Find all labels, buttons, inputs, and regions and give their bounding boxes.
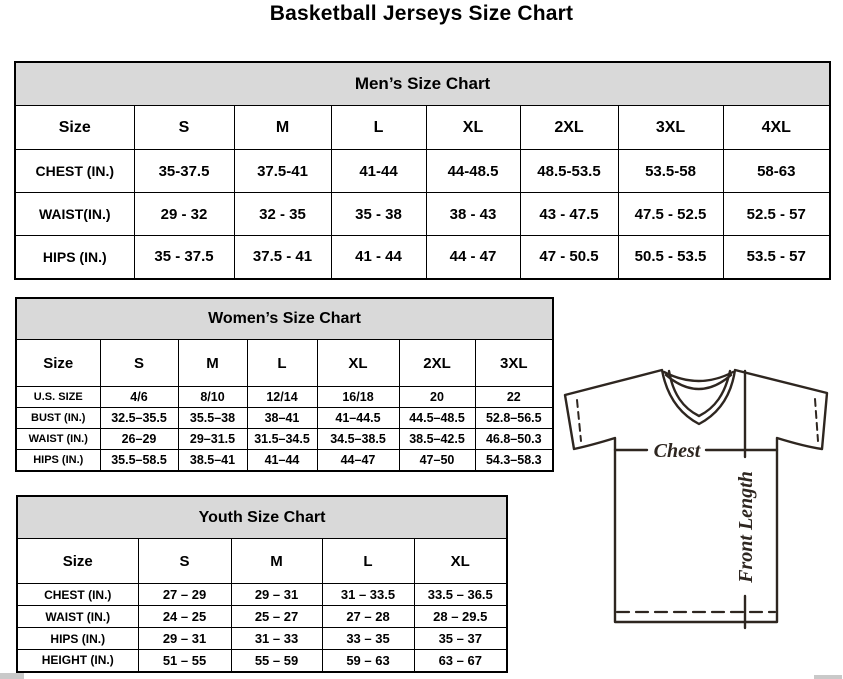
cell: 8/10 [178,387,247,408]
row-label: CHEST (IN.) [17,584,138,606]
cell: 53.5-58 [618,150,723,193]
col-header: S [134,106,234,150]
horizontal-scrollbar-fragment-right[interactable] [814,675,842,679]
cell: 29 - 32 [134,193,234,236]
page-title: Basketball Jerseys Size Chart [269,2,574,25]
mens-size-table [14,61,831,280]
row-label: WAIST (IN.) [17,606,138,628]
row-label: HEIGHT (IN.) [17,650,138,672]
cell: 24 – 25 [138,606,231,628]
table-row [17,496,507,539]
row-label: U.S. SIZE [16,387,100,408]
col-header: XL [317,340,399,387]
cell: 44–47 [317,450,399,471]
cell: 47–50 [399,450,475,471]
row-label: HIPS (IN.) [16,450,100,471]
cell: 51 – 55 [138,650,231,672]
cell: 41–44 [247,450,317,471]
row-label: HIPS (IN.) [17,628,138,650]
table-row [15,62,830,106]
cell: 47.5 - 52.5 [618,193,723,236]
table-row [17,650,507,672]
cell: 59 – 63 [322,650,414,672]
cell: 29 – 31 [138,628,231,650]
col-header: M [231,539,322,584]
cell: 22 [475,387,553,408]
mens-table-title: Men’s Size Chart [15,62,830,106]
col-header: M [234,106,331,150]
front-length-label: Front Length [735,471,757,583]
table-row [16,387,553,408]
cell: 29–31.5 [178,429,247,450]
cell: 31.5–34.5 [247,429,317,450]
cell: 16/18 [317,387,399,408]
col-header: S [100,340,178,387]
cell: 58-63 [723,150,830,193]
jersey-outline [565,370,827,622]
cell: 27 – 28 [322,606,414,628]
table-row [16,429,553,450]
table-row [15,106,830,150]
col-header: 3XL [475,340,553,387]
cell: 25 – 27 [231,606,322,628]
cell: 29 – 31 [231,584,322,606]
col-header: M [178,340,247,387]
cell: 63 – 67 [414,650,507,672]
cell: 47 - 50.5 [520,236,618,279]
table-row [17,584,507,606]
cell: 28 – 29.5 [414,606,507,628]
col-header: 2XL [520,106,618,150]
table-row [17,539,507,584]
jersey-diagram-icon [556,362,842,662]
cell: 34.5–38.5 [317,429,399,450]
cell: 46.8–50.3 [475,429,553,450]
cell: 31 – 33.5 [322,584,414,606]
cell: 26–29 [100,429,178,450]
youth-table-title: Youth Size Chart [17,496,507,539]
cell: 20 [399,387,475,408]
col-header: XL [414,539,507,584]
table-row [16,450,553,471]
table-row [17,606,507,628]
corner-header: Size [17,539,138,584]
cell: 32.5–35.5 [100,408,178,429]
table-row [17,628,507,650]
cell: 41-44 [331,150,426,193]
sleeve-stitch-left [577,400,581,441]
table-row [16,408,553,429]
table-row [15,150,830,193]
collar-arc [664,372,733,381]
row-label: WAIST(IN.) [15,193,134,236]
cell: 37.5-41 [234,150,331,193]
row-label: WAIST (IN.) [16,429,100,450]
corner-header: Size [15,106,134,150]
col-header: L [247,340,317,387]
cell: 54.3–58.3 [475,450,553,471]
cell: 50.5 - 53.5 [618,236,723,279]
womens-size-table [15,297,554,472]
cell: 55 – 59 [231,650,322,672]
cell: 38–41 [247,408,317,429]
cell: 31 – 33 [231,628,322,650]
cell: 38 - 43 [426,193,520,236]
cell: 35.5–38 [178,408,247,429]
jersey-measurement-diagram [556,362,842,662]
youth-size-table [16,495,508,673]
cell: 37.5 - 41 [234,236,331,279]
col-header: 4XL [723,106,830,150]
cell: 44.5–48.5 [399,408,475,429]
table-row [16,340,553,387]
cell: 27 – 29 [138,584,231,606]
cell: 35-37.5 [134,150,234,193]
cell: 35 - 37.5 [134,236,234,279]
cell: 52.5 - 57 [723,193,830,236]
col-header: S [138,539,231,584]
cell: 44 - 47 [426,236,520,279]
cell: 4/6 [100,387,178,408]
cell: 48.5-53.5 [520,150,618,193]
cell: 44-48.5 [426,150,520,193]
cell: 33 – 35 [322,628,414,650]
cell: 32 - 35 [234,193,331,236]
row-label: HIPS (IN.) [15,236,134,279]
corner-header: Size [16,340,100,387]
col-header: 2XL [399,340,475,387]
cell: 41–44.5 [317,408,399,429]
cell: 38.5–42.5 [399,429,475,450]
cell: 41 - 44 [331,236,426,279]
row-label: CHEST (IN.) [15,150,134,193]
col-header: L [331,106,426,150]
cell: 43 - 47.5 [520,193,618,236]
womens-table-title: Women’s Size Chart [16,298,553,340]
cell: 35 – 37 [414,628,507,650]
sleeve-stitch-right [815,399,818,441]
chest-label: Chest [653,440,701,462]
row-label: BUST (IN.) [16,408,100,429]
cell: 38.5–41 [178,450,247,471]
cell: 12/14 [247,387,317,408]
table-row [16,298,553,340]
col-header: L [322,539,414,584]
cell: 53.5 - 57 [723,236,830,279]
table-row [15,236,830,279]
col-header: 3XL [618,106,723,150]
table-row [15,193,830,236]
col-header: XL [426,106,520,150]
horizontal-scrollbar-fragment-left[interactable] [0,673,24,679]
cell: 52.8–56.5 [475,408,553,429]
cell: 35 - 38 [331,193,426,236]
cell: 33.5 – 36.5 [414,584,507,606]
cell: 35.5–58.5 [100,450,178,471]
